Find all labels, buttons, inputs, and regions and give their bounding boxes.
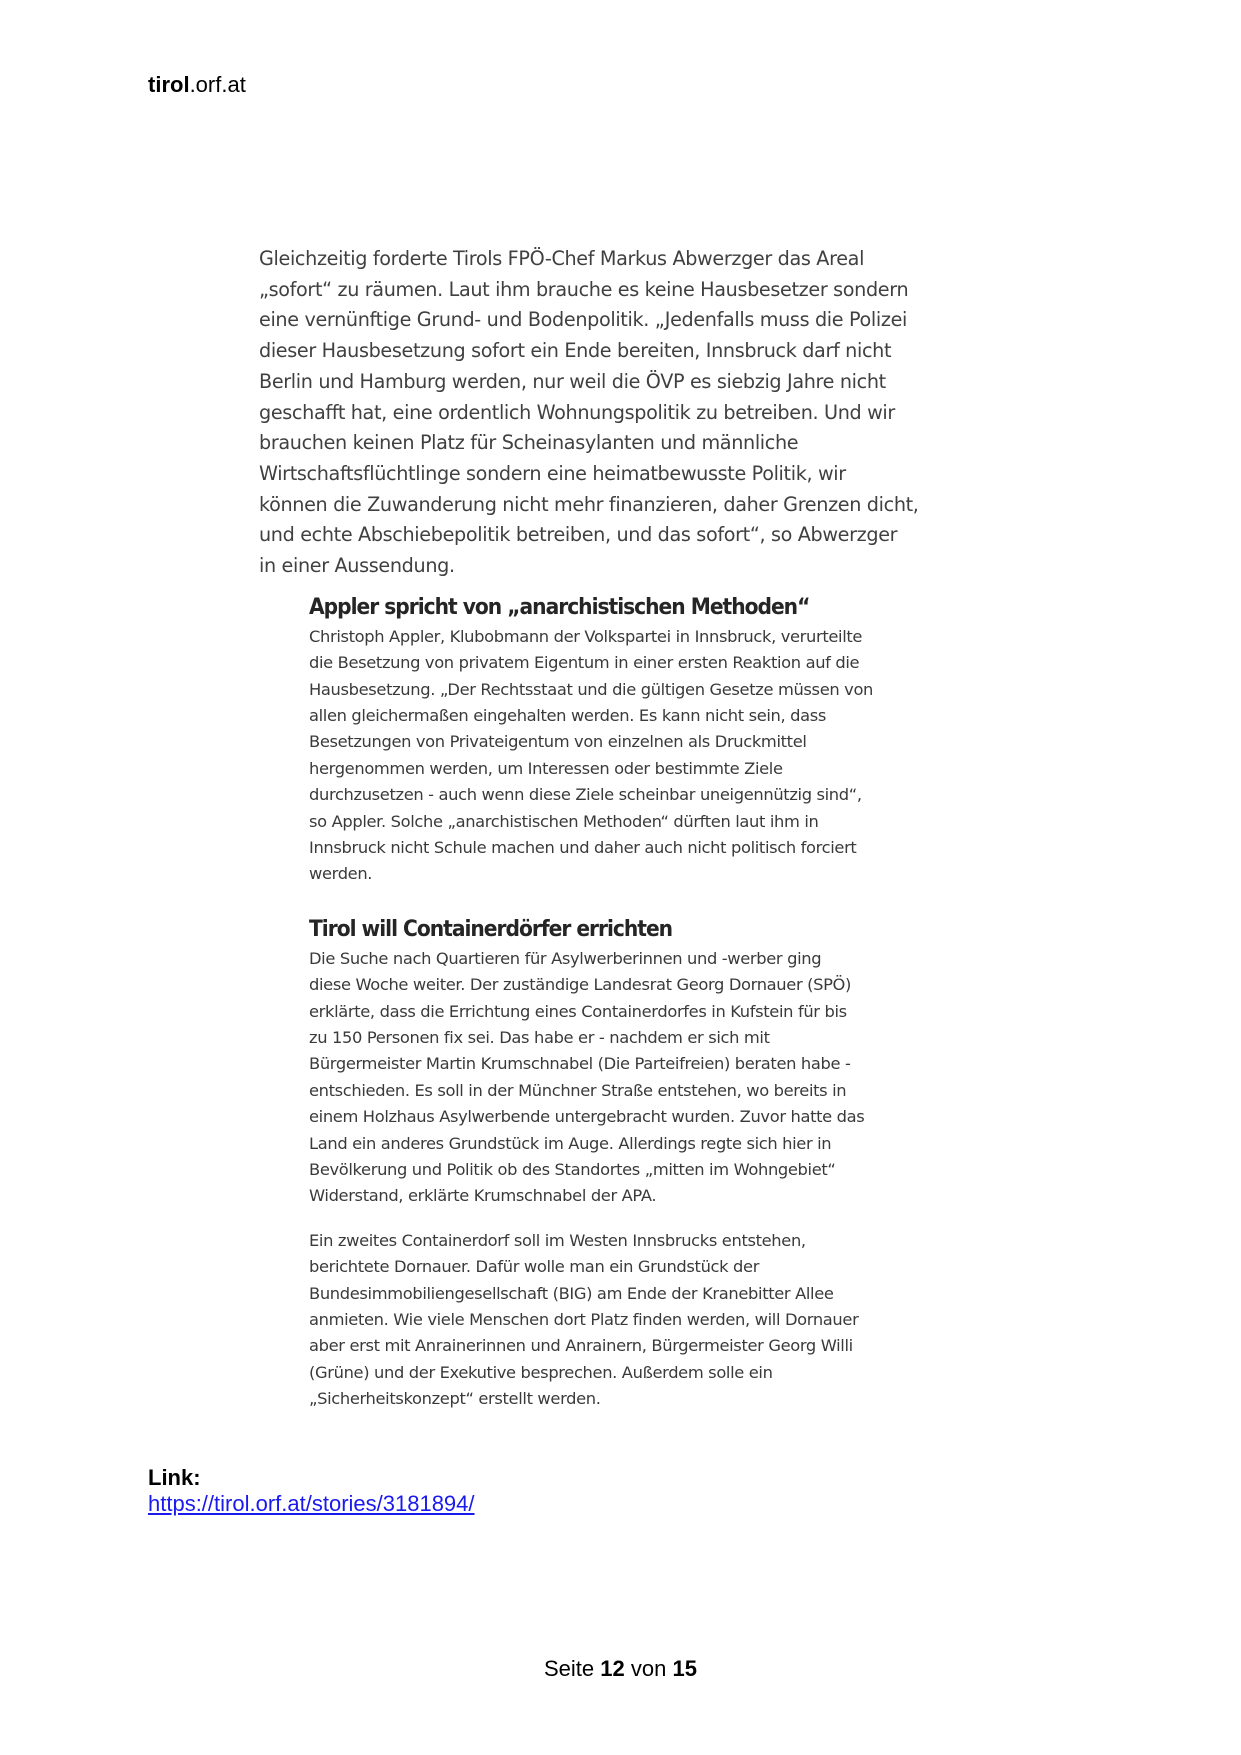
text-line: Widerstand, erklärte Krumschnabel der APA. bbox=[309, 1186, 657, 1206]
page-footer bbox=[0, 1656, 1241, 1682]
link-label: Link: bbox=[148, 1465, 201, 1490]
page-prefix: Seite bbox=[544, 1656, 595, 1681]
text-line: Bundesimmobiliengesellschaft (BIG) am Ende der Kranebitter Allee bbox=[309, 1283, 834, 1303]
site-brand bbox=[148, 72, 246, 98]
text-line: Bevölkerung und Politik ob des Standortes „mitten im Wohngebiet“ bbox=[309, 1160, 836, 1180]
text-line: erklärte, dass die Errichtung eines Containerdorfes in Kufstein für bis bbox=[309, 1001, 847, 1021]
text-line: Land ein anderes Grundstück im Auge. Allerdings regte sich hier in bbox=[309, 1133, 832, 1153]
text-line: Berlin und Hamburg werden, nur weil die ÖVP es siebzig Jahre nicht bbox=[259, 369, 886, 393]
text-line: Gleichzeitig forderte Tirols FPÖ-Chef Markus Abwerzger das Areal bbox=[259, 247, 865, 270]
section-paragraph bbox=[309, 624, 949, 888]
section-paragraph bbox=[309, 946, 949, 1210]
text-line: und echte Abschiebepolitik betreiben, und das sofort“, so Abwerzger bbox=[259, 523, 898, 547]
source-link-block bbox=[148, 1465, 475, 1517]
text-line: einem Holzhaus Asylwerbende untergebracht wurden. Zuvor hatte das bbox=[309, 1107, 865, 1127]
current-page: 12 bbox=[600, 1656, 625, 1681]
text-line: Ein zweites Containerdorf soll im Westen Innsbrucks entstehen, bbox=[309, 1230, 806, 1250]
text-line: Die Suche nach Quartieren für Asylwerberinnen und -werber ging bbox=[309, 948, 822, 968]
text-line: „sofort“ zu räumen. Laut ihm brauche es keine Hausbesetzer sondern bbox=[259, 277, 909, 301]
text-line: entschieden. Es soll in der Münchner Straße entstehen, wo bereits in bbox=[309, 1080, 847, 1100]
text-line: aber erst mit Anrainerinnen und Anrainern, Bürgermeister Georg Willi bbox=[309, 1336, 853, 1356]
text-line: eine vernünftige Grund- und Bodenpolitik. „Jedenfalls muss die Polizei bbox=[259, 308, 908, 332]
section-paragraph bbox=[309, 1228, 949, 1413]
section-containerdoerfer bbox=[309, 914, 949, 1413]
text-line: allen gleichermaßen eingehalten werden. Es kann nicht sein, dass bbox=[309, 705, 827, 725]
article-body bbox=[259, 244, 999, 1413]
text-line: (Grüne) und der Exekutive besprechen. Außerdem solle ein bbox=[309, 1362, 773, 1382]
text-line: Christoph Appler, Klubobmann der Volkspartei in Innsbruck, verurteilte bbox=[309, 626, 863, 646]
text-line: Bürgermeister Martin Krumschnabel (Die Parteifreien) beraten habe - bbox=[309, 1054, 851, 1074]
text-line: die Besetzung von privatem Eigentum in einer ersten Reaktion auf die bbox=[309, 653, 860, 673]
lead-paragraph bbox=[259, 244, 999, 582]
text-line: in einer Aussendung. bbox=[259, 554, 455, 578]
text-line: Hausbesetzung. „Der Rechtsstaat und die gültigen Gesetze müssen von bbox=[309, 679, 874, 699]
text-line: brauchen keinen Platz für Scheinasylanten und männliche bbox=[259, 431, 799, 455]
brand-bold: tirol bbox=[148, 72, 190, 97]
text-line: geschafft hat, eine ordentlich Wohnungspolitik zu betreiben. Und wir bbox=[259, 400, 895, 424]
section-heading: Tirol will Containerdörfer errichten bbox=[309, 916, 673, 942]
text-line: hergenommen werden, um Interessen oder bestimmte Ziele bbox=[309, 758, 783, 778]
text-line: durchzusetzen - auch wenn diese Ziele scheinbar uneigennützig sind“, bbox=[309, 785, 862, 805]
text-line: werden. bbox=[309, 864, 373, 884]
total-pages: 15 bbox=[672, 1656, 697, 1681]
text-line: dieser Hausbesetzung sofort ein Ende bereiten, Innsbruck darf nicht bbox=[259, 339, 892, 363]
page-separator: von bbox=[630, 1656, 667, 1681]
text-line: können die Zuwanderung nicht mehr finanzieren, daher Grenzen dicht, bbox=[259, 492, 919, 516]
section-heading: Appler spricht von „anarchistischen Methoden“ bbox=[309, 594, 810, 620]
source-link[interactable]: https://tirol.orf.at/stories/3181894/ bbox=[148, 1491, 475, 1516]
text-line: „Sicherheitskonzept“ erstellt werden. bbox=[309, 1389, 601, 1409]
text-line: Wirtschaftsflüchtlinge sondern eine heimatbewusste Politik, wir bbox=[259, 461, 846, 485]
text-line: diese Woche weiter. Der zuständige Landesrat Georg Dornauer (SPÖ) bbox=[309, 975, 852, 995]
text-line: Besetzungen von Privateigentum von einzelnen als Druckmittel bbox=[309, 732, 807, 752]
text-line: so Appler. Solche „anarchistischen Methoden“ dürften laut ihm in bbox=[309, 811, 819, 831]
brand-rest: .orf.at bbox=[189, 72, 246, 97]
text-line: anmieten. Wie viele Menschen dort Platz finden werden, will Dornauer bbox=[309, 1310, 859, 1330]
section-appler bbox=[309, 592, 949, 888]
text-line: zu 150 Personen fix sei. Das habe er - nachdem er sich mit bbox=[309, 1028, 770, 1048]
text-line: Innsbruck nicht Schule machen und daher auch nicht politisch forciert bbox=[309, 837, 857, 857]
text-line: berichtete Dornauer. Dafür wolle man ein Grundstück der bbox=[309, 1257, 760, 1277]
